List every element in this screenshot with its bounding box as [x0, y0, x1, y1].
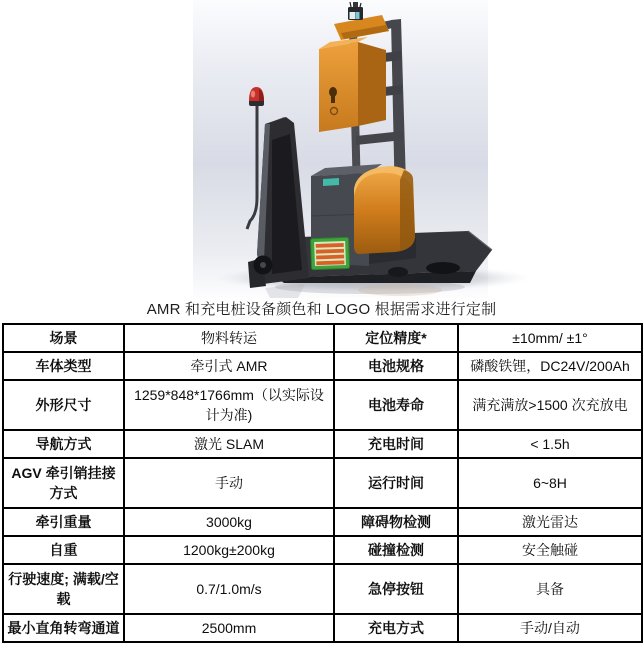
status-panel: [323, 178, 339, 186]
table-row: [3, 324, 642, 352]
spec-value: < 1.5h: [458, 430, 642, 458]
spec-label: 运行时间: [334, 458, 458, 508]
table-row: [3, 536, 642, 564]
spec-label: 牵引重量: [3, 508, 124, 536]
spec-value: 手动: [124, 458, 334, 508]
spec-label: 场景: [3, 324, 124, 352]
spec-label: 自重: [3, 536, 124, 564]
table-row: [3, 508, 642, 536]
vehicle-hood: [354, 166, 416, 264]
charging-contact-plate: [311, 237, 350, 269]
spec-table: [2, 323, 643, 643]
spec-label: 电池寿命: [334, 380, 458, 430]
spec-label: 导航方式: [3, 430, 124, 458]
spec-value: 磷酸铁锂，DC24V/200Ah: [458, 352, 642, 380]
spec-value: 牵引式 AMR: [124, 352, 334, 380]
spec-label: 充电方式: [334, 614, 458, 642]
spec-value: 激光雷达: [458, 508, 642, 536]
spec-value: 6~8H: [458, 458, 642, 508]
table-row: [3, 614, 642, 642]
spec-label: 最小直角转弯通道: [3, 614, 124, 642]
spec-label: 碰撞检测: [334, 536, 458, 564]
spec-label: 电池规格: [334, 352, 458, 380]
spec-value: 安全触碰: [458, 536, 642, 564]
table-row: [3, 352, 642, 380]
table-row: [3, 380, 642, 430]
spec-value: 1200kg±200kg: [124, 536, 334, 564]
spec-value: 手动/自动: [458, 614, 642, 642]
spec-value: 满充满放>1500 次充放电: [458, 380, 642, 430]
spec-label: 障碍物检测: [334, 508, 458, 536]
amr-render: [0, 0, 643, 298]
spec-value: 3000kg: [124, 508, 334, 536]
spec-label: 车体类型: [3, 352, 124, 380]
table-row: [3, 430, 642, 458]
spec-value: 激光 SLAM: [124, 430, 334, 458]
spec-label: AGV 牵引销挂接方式: [3, 458, 124, 508]
table-row: [3, 458, 642, 508]
product-photo: [0, 0, 643, 298]
spec-label: 定位精度*: [334, 324, 458, 352]
charger-box: [319, 37, 386, 132]
table-row: [3, 564, 642, 614]
spec-label: 行驶速度; 满载/空载: [3, 564, 124, 614]
image-caption: AMR 和充电桩设备颜色和 LOGO 根据需求进行定制: [146, 301, 497, 318]
spec-label: 急停按钮: [334, 564, 458, 614]
spec-value: 具备: [458, 564, 642, 614]
spec-value: ±10mm/ ±1°: [458, 324, 642, 352]
spec-value: 1259*848*1766mm（以实际设计为准): [124, 380, 334, 430]
spec-label: 外形尺寸: [3, 380, 124, 430]
spec-label: 充电时间: [334, 430, 458, 458]
spec-value: 物料转运: [124, 324, 334, 352]
spec-value: 2500mm: [124, 614, 334, 642]
spec-value: 0.7/1.0m/s: [124, 564, 334, 614]
